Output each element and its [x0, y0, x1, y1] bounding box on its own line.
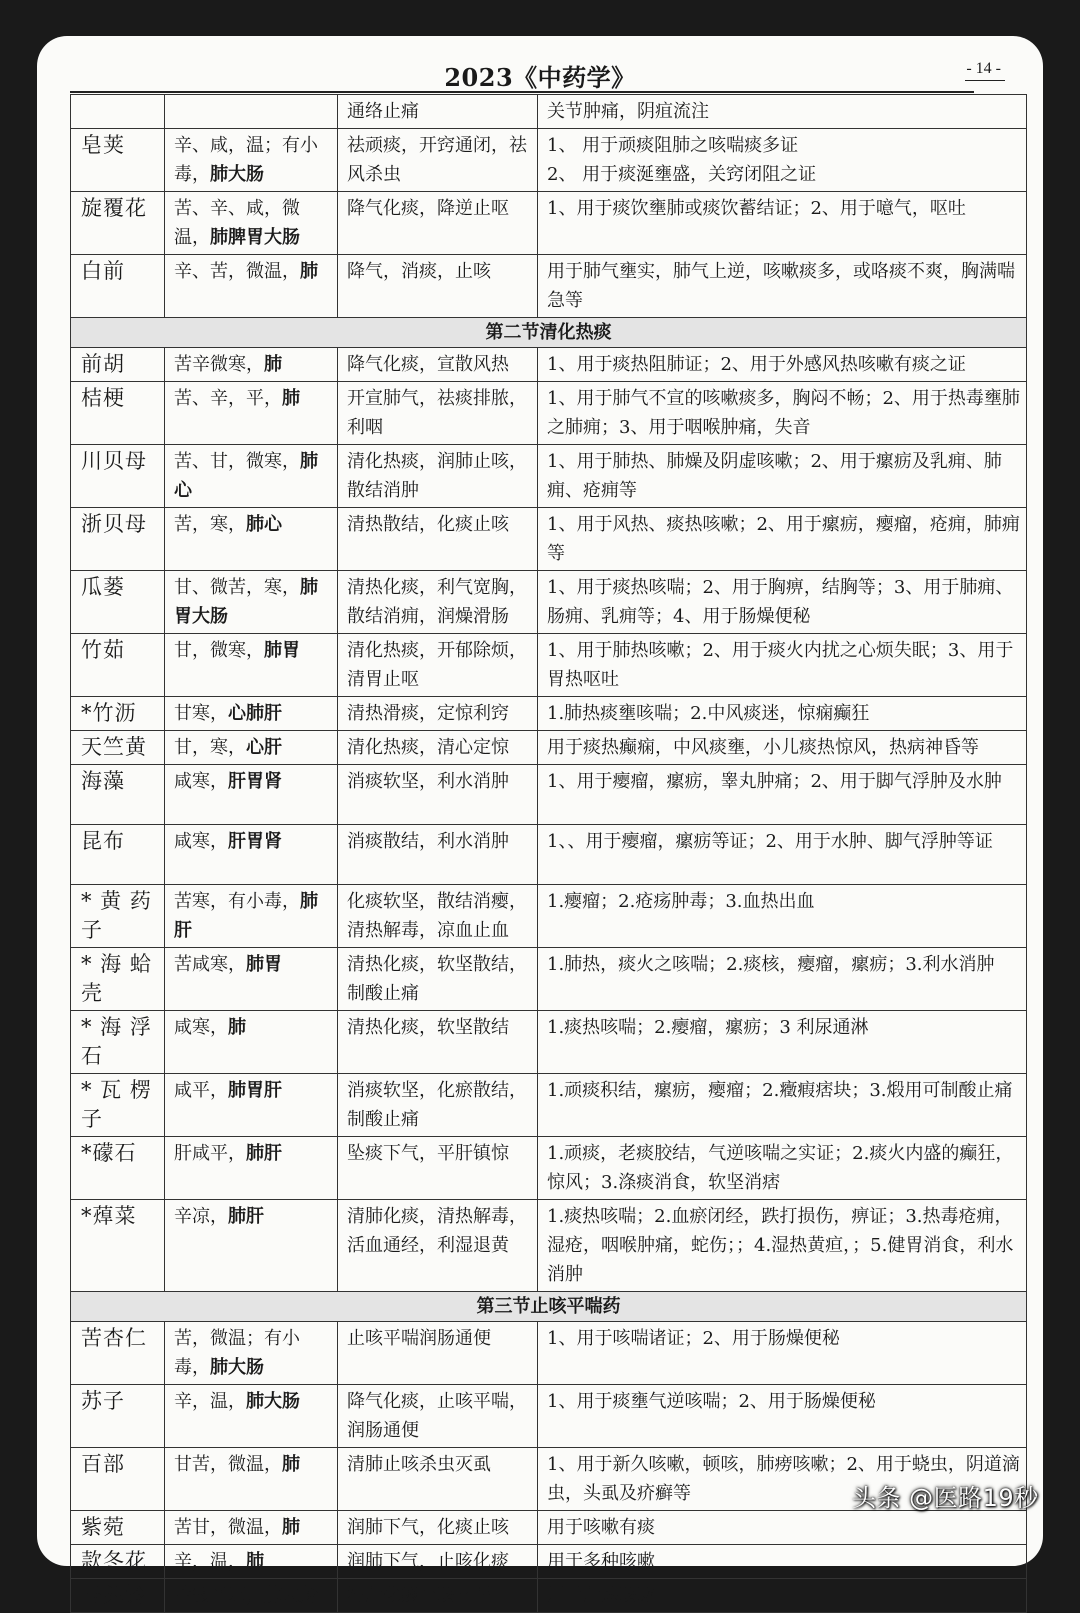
herb-name-cell: *蔊菜 — [71, 1200, 165, 1292]
meridian-text: 肺肝 — [174, 891, 318, 941]
watermark: 头条 @医路19秒 — [852, 1484, 1039, 1512]
herb-name-cell: 竹茹 — [71, 634, 165, 697]
meridian-text: 肺 — [282, 1517, 300, 1538]
herb-table-body — [71, 95, 1027, 1613]
property-cell — [165, 885, 338, 948]
property-text: 辛凉， — [174, 1206, 228, 1227]
usage-cell: 用于咳嗽有痰 — [538, 1511, 1027, 1545]
herb-name-cell: * 海 浮石 — [71, 1011, 165, 1074]
herb-name-cell: 昆布 — [71, 825, 165, 885]
usage-cell: 1、 用于顽痰阻肺之咳喘痰多证 2、 用于痰涎壅盛，关窍闭阻之证 — [538, 129, 1027, 192]
table-row — [71, 95, 1027, 129]
table-row — [71, 1545, 1027, 1579]
header-rule — [70, 91, 974, 93]
herb-name-cell: 白前 — [71, 255, 165, 318]
property-text: 辛，温， — [174, 1551, 246, 1572]
meridian-text: 肺 — [300, 261, 318, 282]
effect-cell: 清热化痰，软坚散结 — [338, 1011, 538, 1074]
effect-cell: 清热化痰，利气宽胸，散结消痈，润燥滑肠 — [338, 571, 538, 634]
usage-cell: 1、用于咳喘诸证；2、用于肠燥便秘 — [538, 1322, 1027, 1385]
table-row — [71, 129, 1027, 192]
property-text: 肝咸平， — [174, 1143, 246, 1164]
effect-cell: 清肺止咳杀虫灭虱 — [338, 1448, 538, 1511]
effect-cell: 化痰软坚，散结消瘿，清热解毒，凉血止血 — [338, 885, 538, 948]
usage-cell: 1.痰热咳喘；2.血瘀闭经，跌打损伤，痹证；3.热毒疮痈，湿疮，咽喉肿痛，蛇伤；；4.湿热黄疸，；5.健胃消食，利水消肿 — [538, 1200, 1027, 1292]
effect-cell: 清化热痰，清心定惊 — [338, 731, 538, 765]
meridian-text: 肝胃肾 — [228, 831, 282, 852]
effect-cell: 清热散结，化痰止咳 — [338, 508, 538, 571]
herb-name-cell: 皂荚 — [71, 129, 165, 192]
property-text: 苦，寒， — [174, 514, 246, 535]
table-row — [71, 1074, 1027, 1137]
document-page — [37, 36, 1043, 1607]
meridian-text: 肺大肠 — [246, 1391, 300, 1412]
property-cell — [165, 1011, 338, 1074]
usage-cell: 1、用于肺热咳嗽；2、用于痰火内扰之心烦失眠；3、用于胃热呕吐 — [538, 634, 1027, 697]
property-cell — [165, 1137, 338, 1200]
meridian-text: 肺 — [246, 1551, 264, 1572]
herb-name-cell: *竹沥 — [71, 697, 165, 731]
usage-cell: 1.顽痰积结，瘰疬，瘿瘤；2.癥瘕痞块；3.煅用可制酸止痛 — [538, 1074, 1027, 1137]
effect-cell: 降气化痰，降逆止呕 — [338, 192, 538, 255]
effect-cell: 降气，消痰，止咳 — [338, 255, 538, 318]
usage-cell: 1.瘿瘤；2.疮疡肿毒；3.血热出血 — [538, 885, 1027, 948]
property-text: 苦、辛、咸，微温， — [174, 198, 300, 248]
property-cell — [165, 571, 338, 634]
table-row — [71, 348, 1027, 382]
effect-cell: 降气化痰，宣散风热 — [338, 348, 538, 382]
table-row — [71, 697, 1027, 731]
table-row — [71, 1137, 1027, 1200]
usage-cell: 1.顽痰，老痰胶结，气逆咳喘之实证；2.痰火内盛的癫狂，惊风；3.涤痰消食，软坚消痞 — [538, 1137, 1027, 1200]
meridian-text: 肺胃 — [264, 640, 300, 661]
herb-name-cell: * 瓦 楞子 — [71, 1074, 165, 1137]
usage-cell: 1、用于肺气不宣的咳嗽痰多，胸闷不畅；2、用于热毒壅肺之肺痈；3、用于咽喉肿痛，失音 — [538, 382, 1027, 445]
usage-cell: 用于痰热癫痫，中风痰壅，小儿痰热惊风，热病神昏等 — [538, 731, 1027, 765]
herb-name-cell: 浙贝母 — [71, 508, 165, 571]
usage-cell: 1、用于瘿瘤，瘰疬，睾丸肿痛；2、用于脚气浮肿及水肿 — [538, 765, 1027, 825]
effect-cell: 清化热痰，润肺止咳，散结消肿 — [338, 445, 538, 508]
table-row — [71, 1579, 1027, 1613]
meridian-text: 肺大肠 — [210, 164, 264, 185]
property-text: 辛、苦，微温， — [174, 261, 300, 282]
meridian-text: 肺 — [282, 1454, 300, 1475]
property-cell — [165, 948, 338, 1011]
table-row — [71, 825, 1027, 885]
effect-cell: 润肺下气，化痰止咳 — [338, 1511, 538, 1545]
meridian-text: 肺胃 — [246, 954, 282, 975]
effect-cell: 通络止痛 — [338, 95, 538, 129]
herb-name-cell: 苦杏仁 — [71, 1322, 165, 1385]
meridian-text: 肺胃肝 — [228, 1080, 282, 1101]
property-text: 苦、甘，微寒， — [174, 451, 300, 472]
usage-cell: 1、用于痰热咳喘；2、用于胸痹，结胸等；3、用于肺痈、肠痈、乳痈等；4、用于肠燥便秘 — [538, 571, 1027, 634]
herb-name-cell: 百部 — [71, 1448, 165, 1511]
usage-cell: 1.肺热痰壅咳喘；2.中风痰迷，惊痫癫狂 — [538, 697, 1027, 731]
herb-name-cell: 款冬花 — [71, 1545, 165, 1579]
table-row — [71, 885, 1027, 948]
document-title: 2023《中药学》 — [444, 63, 636, 92]
meridian-text: 肺心 — [174, 451, 318, 501]
property-cell — [165, 697, 338, 731]
table-row — [71, 445, 1027, 508]
property-cell — [165, 825, 338, 885]
property-cell — [165, 348, 338, 382]
property-cell — [165, 508, 338, 571]
meridian-text: 肝胃肾 — [228, 771, 282, 792]
usage-cell: 1、、用于瘿瘤，瘰疬等证；2、用于水肿、脚气浮肿等证 — [538, 825, 1027, 885]
herb-table — [70, 94, 1027, 1613]
property-text: 甘寒， — [174, 703, 228, 724]
property-cell — [165, 1545, 338, 1579]
property-cell — [165, 765, 338, 825]
property-text: 苦、辛，平， — [174, 388, 282, 409]
meridian-text: 肺肝 — [228, 1206, 264, 1227]
section-title: 第二节清化热痰 — [71, 318, 1027, 348]
meridian-text: 肺 — [264, 354, 282, 375]
table-row — [71, 634, 1027, 697]
property-text: 苦，微温；有小毒， — [174, 1328, 300, 1378]
table-row — [71, 1322, 1027, 1385]
effect-cell: 祛顽痰，开窍通闭，祛风杀虫 — [338, 129, 538, 192]
property-text: 甘、微苦，寒， — [174, 577, 300, 598]
herb-name-cell: 旋覆花 — [71, 192, 165, 255]
page-number-underline — [965, 80, 1005, 81]
herb-name-cell: 桔梗 — [71, 382, 165, 445]
property-cell — [165, 634, 338, 697]
property-cell — [165, 1200, 338, 1292]
table-row — [71, 765, 1027, 825]
table-row — [71, 1385, 1027, 1448]
effect-cell: 润肺下气，止咳化痰 — [338, 1545, 538, 1579]
table-row — [71, 508, 1027, 571]
herb-name-cell: 苏子 — [71, 1385, 165, 1448]
usage-cell: 1、用于风热、痰热咳嗽；2、用于瘰疬，瘿瘤，疮痈，肺痈等 — [538, 508, 1027, 571]
property-cell — [165, 1579, 338, 1613]
effect-cell: 消痰散结，利水消肿 — [338, 825, 538, 885]
herb-name-cell: * 海 蛤壳 — [71, 948, 165, 1011]
usage-cell: 1、用于痰热阻肺证；2、用于外感风热咳嗽有痰之证 — [538, 348, 1027, 382]
meridian-text: 肺肝 — [246, 1143, 282, 1164]
property-cell — [165, 192, 338, 255]
property-text: 苦甘，微温， — [174, 1517, 282, 1538]
effect-cell: 止咳平喘润肠通便 — [338, 1322, 538, 1385]
effect-cell: 坠痰下气，平肝镇惊 — [338, 1137, 538, 1200]
effect-cell: 开宣肺气，祛痰排脓，利咽 — [338, 382, 538, 445]
herb-name-cell: 马兜铃 — [71, 1579, 165, 1613]
herb-name-cell: 川贝母 — [71, 445, 165, 508]
section-header-row — [71, 318, 1027, 348]
property-cell — [165, 255, 338, 318]
meridian-text: 肺 — [228, 1017, 246, 1038]
herb-name-cell — [71, 95, 165, 129]
property-text: 苦寒，有小毒， — [174, 891, 300, 912]
usage-cell: 关节肿痛，阴疽流注 — [538, 95, 1027, 129]
herb-name-cell: *礞石 — [71, 1137, 165, 1200]
meridian-text: 肺胃大肠 — [174, 577, 318, 627]
property-cell — [165, 382, 338, 445]
property-text: 辛，温， — [174, 1391, 246, 1412]
effect-cell: 清肺化痰止咳平喘 — [338, 1579, 538, 1613]
property-cell — [165, 1074, 338, 1137]
page-header — [37, 52, 1043, 92]
herb-name-cell: 前胡 — [71, 348, 165, 382]
property-text: 咸平， — [174, 1080, 228, 1101]
property-cell — [165, 1322, 338, 1385]
property-cell — [165, 445, 338, 508]
property-text: 咸寒， — [174, 1017, 228, 1038]
herb-name-cell: 瓜蒌 — [71, 571, 165, 634]
section-title: 第三节止咳平喘药 — [71, 1292, 1027, 1322]
table-row — [71, 382, 1027, 445]
effect-cell: 消痰软坚，化瘀散结，制酸止痛 — [338, 1074, 538, 1137]
property-text: 苦辛微寒， — [174, 354, 264, 375]
herb-name-cell: 紫菀 — [71, 1511, 165, 1545]
effect-cell: 消痰软坚，利水消肿 — [338, 765, 538, 825]
property-cell — [165, 731, 338, 765]
usage-cell: 1、用于新久咳嗽，顿咳，肺痨咳嗽；2、用于蛲虫，阴道滴虫，头虱及疥癣等 — [538, 1448, 1027, 1511]
property-cell — [165, 1448, 338, 1511]
property-cell — [165, 1511, 338, 1545]
table-row — [71, 571, 1027, 634]
property-cell — [165, 129, 338, 192]
table-row — [71, 948, 1027, 1011]
effect-cell: 清肺化痰，清热解毒，活血通经，利湿退黄 — [338, 1200, 538, 1292]
table-row — [71, 1200, 1027, 1292]
usage-cell: 用于肺热咳嗽 — [538, 1579, 1027, 1613]
property-text: 咸寒， — [174, 771, 228, 792]
meridian-text: 肺心 — [246, 514, 282, 535]
meridian-text: 肺大肠 — [210, 1357, 264, 1378]
meridian-text: 肺大肠 — [264, 1585, 318, 1606]
usage-cell: 1、用于痰饮壅肺或痰饮蓄结证；2、用于噫气，呕吐 — [538, 192, 1027, 255]
usage-cell: 1.痰热咳喘；2.瘿瘤，瘰疬；3 利尿通淋 — [538, 1011, 1027, 1074]
property-text: 甘苦，微温， — [174, 1454, 282, 1475]
property-cell — [165, 95, 338, 129]
meridian-text: 肺 — [282, 388, 300, 409]
property-text: 辛、咸，温；有小毒， — [174, 135, 318, 185]
herb-name-cell: 海藻 — [71, 765, 165, 825]
meridian-text: 心肝 — [246, 737, 282, 758]
table-row — [71, 255, 1027, 318]
meridian-text: 肺脾胃大肠 — [210, 227, 300, 248]
property-text: 咸寒， — [174, 831, 228, 852]
property-text: 苦咸寒， — [174, 954, 246, 975]
property-cell — [165, 1385, 338, 1448]
effect-cell: 清热滑痰，定惊利窍 — [338, 697, 538, 731]
effect-cell: 降气化痰，止咳平喘，润肠通便 — [338, 1385, 538, 1448]
herb-name-cell: * 黄 药子 — [71, 885, 165, 948]
property-text: 甘，微寒， — [174, 640, 264, 661]
meridian-text: 心肺肝 — [228, 703, 282, 724]
section-header-row — [71, 1292, 1027, 1322]
effect-cell: 清热化痰，软坚散结，制酸止痛 — [338, 948, 538, 1011]
property-text: 甘，寒， — [174, 737, 246, 758]
usage-cell: 1、用于肺热、肺燥及阴虚咳嗽；2、用于瘰疬及乳痈、肺痈、疮痈等 — [538, 445, 1027, 508]
table-row — [71, 1511, 1027, 1545]
table-row — [71, 731, 1027, 765]
usage-cell: 1.肺热，痰火之咳喘；2.痰核，瘿瘤，瘰疬；3.利水消肿 — [538, 948, 1027, 1011]
usage-cell: 用于肺气壅实，肺气上逆，咳嗽痰多，或咯痰不爽，胸满喘急等 — [538, 255, 1027, 318]
table-row — [71, 192, 1027, 255]
property-text: 苦微辛寒， — [174, 1585, 264, 1606]
usage-cell: 1、用于痰壅气逆咳喘；2、用于肠燥便秘 — [538, 1385, 1027, 1448]
usage-cell: 用于多种咳嗽 — [538, 1545, 1027, 1579]
herb-name-cell: 天竺黄 — [71, 731, 165, 765]
effect-cell: 清化热痰，开郁除烦，清胃止呕 — [338, 634, 538, 697]
table-row — [71, 1011, 1027, 1074]
page-number: - 14 - — [966, 60, 1001, 77]
